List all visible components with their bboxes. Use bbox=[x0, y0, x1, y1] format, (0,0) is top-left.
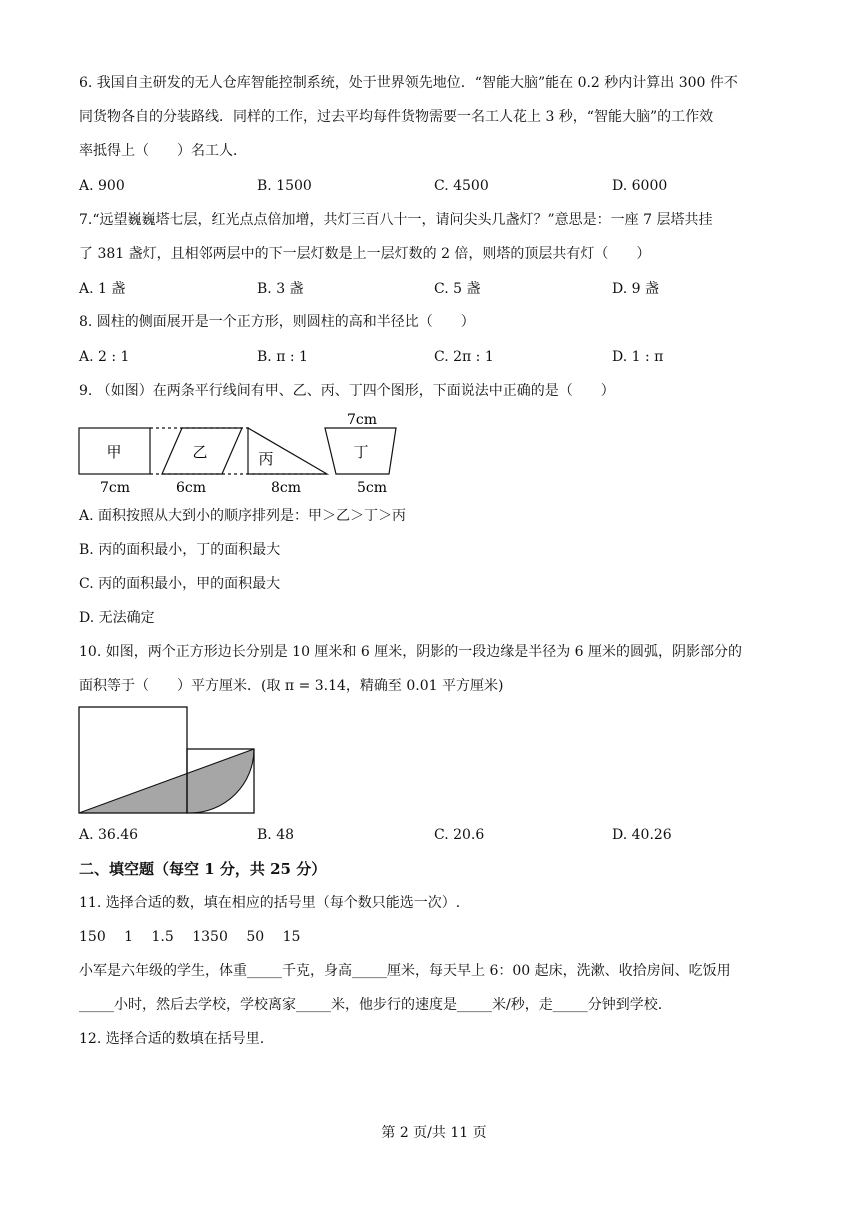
q6-text-line2: 同货物各自的分装路线．同样的工作，过去平均每件货物需要一名工人花上 3 秒，“智能大脑”的工作效 bbox=[79, 109, 714, 125]
q9-bottom-label-ding: 5cm bbox=[356, 480, 388, 496]
q7-option-b: B. 3 盏 bbox=[257, 281, 304, 297]
q8-option-c: C. 2π : 1 bbox=[434, 349, 494, 365]
q6-option-c: C. 4500 bbox=[434, 178, 489, 194]
q6-text-line1: 6. 我国自主研发的无人仓库智能控制系统，处于世界领先地位．“智能大脑”能在 0.2 秒内计算出 300 件不 bbox=[79, 75, 738, 91]
q9-label-yi: 乙 bbox=[192, 443, 208, 461]
q7-option-d: D. 9 盏 bbox=[612, 281, 659, 297]
q9-option-d: D. 无法确定 bbox=[79, 610, 155, 626]
q11-text-line3: _____小时，然后去学校，学校离家_____米，他步行的速度是_____米/秒，走_____分钟到学校. bbox=[79, 997, 663, 1013]
q12-text-line1: 12. 选择合适的数填在括号里. bbox=[79, 1031, 265, 1047]
q10-option-d: D. 40.26 bbox=[612, 827, 672, 843]
q10-text-line1: 10. 如图，两个正方形边长分别是 10 厘米和 6 厘米，阴影的一段边缘是半径为 6 厘米的圆弧，阴影部分的 bbox=[79, 644, 743, 660]
q8-option-b: B. π : 1 bbox=[257, 349, 308, 365]
section-heading: 二、填空题（每空 1 分，共 25 分） bbox=[79, 860, 327, 878]
q6-option-b: B. 1500 bbox=[257, 178, 312, 194]
q9-figure bbox=[70, 406, 430, 498]
q7-option-c: C. 5 盏 bbox=[434, 281, 481, 297]
q9-label-jia: 甲 bbox=[106, 443, 122, 461]
q7-option-a: A. 1 盏 bbox=[79, 281, 126, 297]
q9-bottom-label-jia: 7cm bbox=[99, 480, 131, 496]
q9-option-c: C. 丙的面积最小，甲的面积最大 bbox=[79, 576, 281, 592]
q10-figure bbox=[75, 702, 265, 818]
q10-option-c: C. 20.6 bbox=[434, 827, 485, 843]
q9-bottom-label-bing: 8cm bbox=[270, 480, 302, 496]
q9-top-label: 7cm bbox=[346, 412, 378, 428]
q9-option-b: B. 丙的面积最小，丁的面积最大 bbox=[79, 542, 281, 558]
q8-option-a: A. 2 : 1 bbox=[79, 349, 130, 365]
q8-option-d: D. 1 : π bbox=[612, 349, 664, 365]
q10-option-a: A. 36.46 bbox=[79, 827, 139, 843]
q9-bottom-label-yi: 6cm bbox=[175, 480, 207, 496]
q6-option-d: D. 6000 bbox=[612, 178, 668, 194]
q6-text-line3: 率抵得上（ ）名工人． bbox=[79, 143, 247, 159]
q11-text-line1: 11. 选择合适的数，填在相应的括号里（每个数只能选一次）. bbox=[79, 895, 461, 911]
q10-text-line2: 面积等于（ ）平方厘米．(取 π = 3.14，精确至 0.01 平方厘米) bbox=[79, 678, 504, 694]
q10-option-b: B. 48 bbox=[257, 827, 295, 843]
q11-numbers: 150 1 1.5 1350 50 15 bbox=[79, 929, 301, 945]
q7-text-line1: 7.“远望巍巍塔七层，红光点点倍加增，共灯三百八十一，请问尖头几盏灯？”意思是：一座 7 层塔共挂 bbox=[79, 212, 713, 228]
q7-text-line2: 了 381 盏灯，且相邻两层中的下一层灯数是上一层灯数的 2 倍，则塔的顶层共有灯（ ） bbox=[79, 246, 651, 262]
q9-label-ding: 丁 bbox=[353, 443, 369, 461]
page-footer: 第 2 页/共 11 页 bbox=[381, 1125, 487, 1141]
q9-label-bing: 丙 bbox=[258, 450, 274, 468]
q6-option-a: A. 900 bbox=[79, 178, 125, 194]
q9-option-a: A. 面积按照从大到小的顺序排列是：甲＞乙＞丁＞丙 bbox=[79, 508, 407, 524]
q8-text-line1: 8. 圆柱的侧面展开是一个正方形，则圆柱的高和半径比（ ） bbox=[79, 314, 475, 330]
q9-text-line1: 9. （如图）在两条平行线间有甲、乙、丙、丁四个图形，下面说法中正确的是（ ） bbox=[79, 383, 615, 399]
q11-text-line2: 小军是六年级的学生，体重_____千克，身高_____厘米，每天早上 6：00 起床，洗漱、收拾房间、吃饭用 bbox=[79, 963, 731, 979]
